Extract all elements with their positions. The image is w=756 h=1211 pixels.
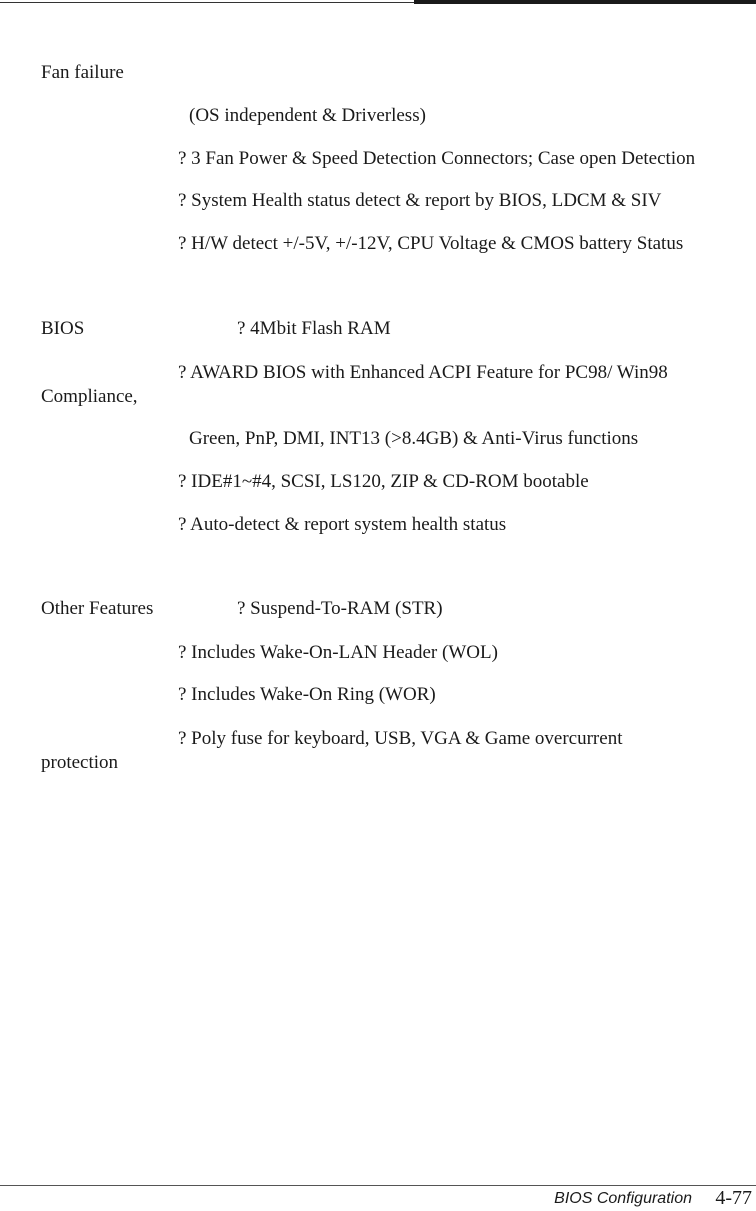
bios-line: ? 4Mbit Flash RAM [237,318,391,339]
footer-section-title: BIOS Configuration [554,1190,692,1207]
bios-line: Compliance, [41,386,138,407]
other-label: Other Features [41,598,154,619]
bios-line: Green, PnP, DMI, INT13 (>8.4GB) & Anti-Virus functions [189,428,639,449]
other-line: ? Poly fuse for keyboard, USB, VGA & Game overcurrent [178,728,623,749]
other-line: ? Includes Wake-On-LAN Header (WOL) [178,642,498,663]
health-line: ? System Health status detect & report by BIOS, LDCM & SIV [178,190,662,211]
other-line: ? Includes Wake-On Ring (WOR) [178,684,436,705]
bios-label: BIOS [41,318,85,339]
page-number: 4-77 [715,1187,752,1209]
health-line: ? 3 Fan Power & Speed Detection Connectors; Case open Detection [178,148,696,169]
footer-rule [0,1185,756,1186]
bios-line: ? Auto-detect & report system health status [178,514,507,535]
health-label: Fan failure [41,62,124,83]
bios-line: ? AWARD BIOS with Enhanced ACPI Feature for PC98/ Win98 [178,362,668,383]
other-line: protection [41,752,119,773]
header-rule-thin [0,2,414,3]
health-line: (OS independent & Driverless) [189,105,426,126]
header-rule-thick [414,0,756,4]
health-line: ? H/W detect +/-5V, +/-12V, CPU Voltage & CMOS battery Status [178,233,684,254]
other-line: ? Suspend-To-RAM (STR) [237,598,443,619]
bios-line: ? IDE#1~#4, SCSI, LS120, ZIP & CD-ROM bootable [178,471,589,492]
